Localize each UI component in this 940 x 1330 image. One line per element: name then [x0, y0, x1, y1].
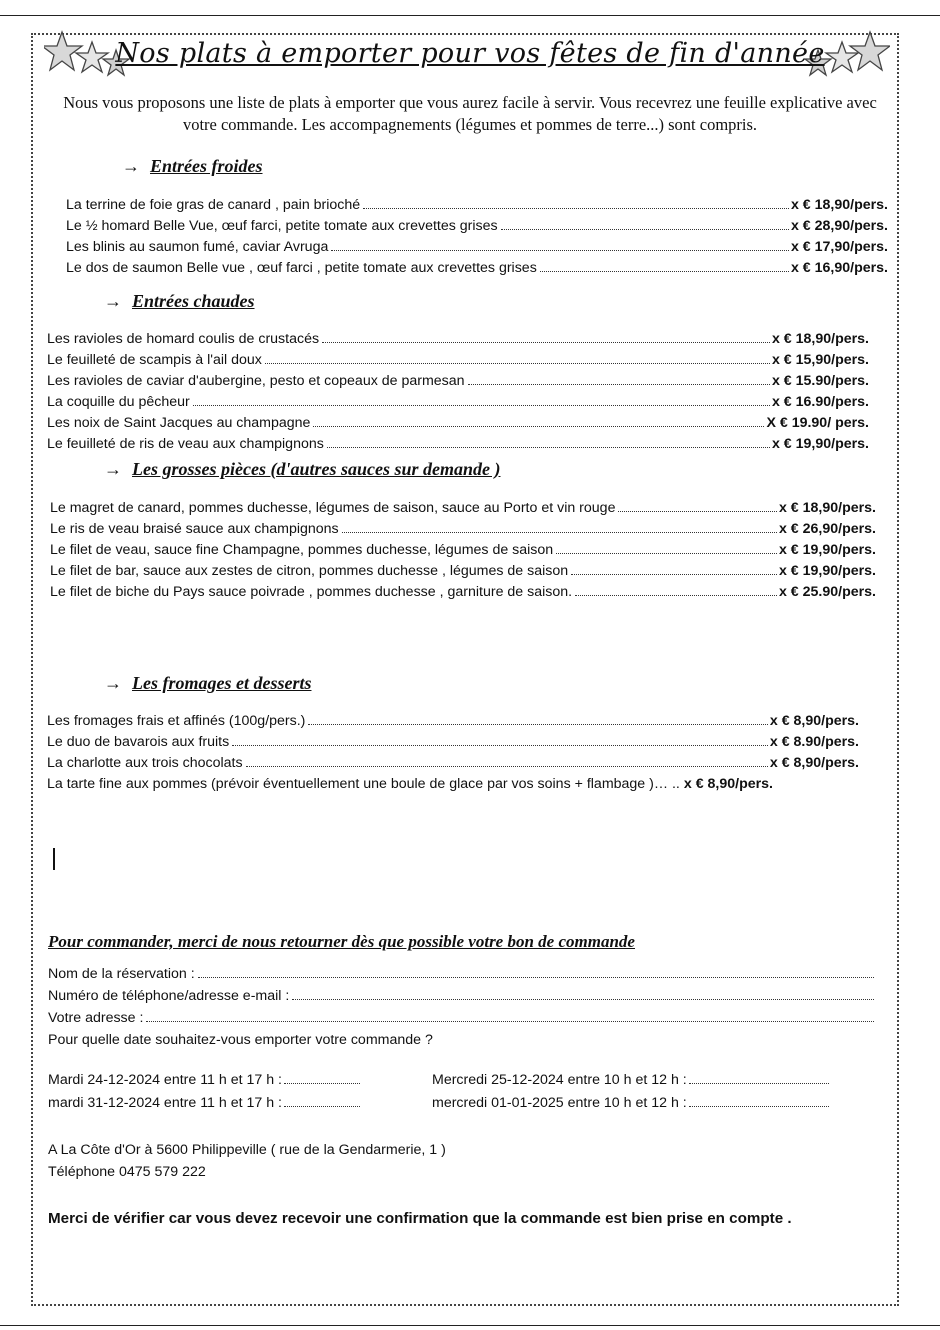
slot-mercredi-01[interactable] — [432, 1095, 829, 1111]
menu-item — [50, 579, 876, 600]
dot-leader — [193, 405, 770, 406]
order-form — [48, 960, 874, 1048]
item-description: Le duo de bavarois aux fruits — [47, 734, 230, 750]
menu-item — [47, 389, 869, 410]
menu-list-fromages-desserts — [47, 708, 859, 792]
arrow-icon: → — [122, 156, 140, 176]
item-description: Les fromages frais et affinés (100g/pers.) — [47, 713, 306, 729]
dot-leader — [265, 363, 770, 364]
item-description: Le filet de bar, sauce aux zestes de citron, pommes duchesse , légumes de saison — [50, 563, 569, 579]
item-price: x € 15.90/pers. — [771, 373, 869, 389]
dot-leader — [322, 342, 770, 343]
confirmation-note: Merci de vérifier car vous devez recevoir une confirmation que la commande est bien prise en compte . — [48, 1210, 792, 1227]
slot-label: Mercredi 25-12-2024 entre 10 h et 12 h : — [432, 1072, 687, 1088]
item-price: x € 19,90/pers. — [778, 563, 876, 579]
item-price: x € 18,90/pers. — [778, 500, 876, 516]
field-blank[interactable] — [146, 1021, 874, 1022]
phone-email-field[interactable] — [48, 982, 874, 1004]
arrow-icon: → — [104, 291, 122, 311]
item-description: Le dos de saumon Belle vue , œuf farci , petite tomate aux crevettes grises — [66, 260, 537, 276]
menu-item — [66, 213, 888, 234]
dot-leader — [540, 271, 789, 272]
section-title: Entrées chaudes — [132, 291, 255, 311]
menu-item — [50, 537, 876, 558]
dot-leader — [342, 532, 777, 533]
item-price: x € 15,90/pers. — [771, 352, 869, 368]
slot-label: mardi 31-12-2024 entre 11 h et 17 h : — [48, 1095, 282, 1111]
dot-leader — [232, 745, 768, 746]
item-price: x € 8,90/pers. — [769, 713, 859, 729]
menu-list-entrees-froides — [66, 192, 888, 276]
item-price: x € 16,90/pers. — [790, 260, 888, 276]
menu-item — [47, 750, 859, 771]
item-description: La tarte fine aux pommes (prévoir éventuellement une boule de glace par vos soins + flambage )… .. — [47, 776, 680, 792]
field-blank[interactable] — [198, 977, 874, 978]
slot-label: Mardi 24-12-2024 entre 11 h et 17 h : — [48, 1072, 282, 1088]
field-blank[interactable] — [292, 999, 874, 1000]
dot-leader — [501, 229, 789, 230]
menu-item — [47, 410, 869, 431]
slot-mardi-31[interactable] — [48, 1095, 360, 1111]
section-title: Les fromages et desserts — [132, 673, 312, 693]
slot-label: mercredi 01-01-2025 entre 10 h et 12 h : — [432, 1095, 687, 1111]
dot-leader — [313, 426, 764, 427]
menu-item — [47, 729, 859, 750]
field-label: Votre adresse : — [48, 1010, 144, 1026]
section-title: Les grosses pièces (d'autres sauces sur demande ) — [132, 459, 501, 479]
item-description: Les ravioles de caviar d'aubergine, pesto et copeaux de parmesan — [47, 373, 465, 389]
section-heading-entrees-froides — [122, 156, 263, 177]
order-section-title: Pour commander, merci de nous retourner dès que possible votre bon de commande — [48, 932, 635, 951]
field-label: Numéro de téléphone/adresse e-mail : — [48, 988, 290, 1004]
section-title: Entrées froides — [150, 156, 263, 176]
item-price: x € 8.90/pers. — [769, 734, 859, 750]
item-description: Le ris de veau braisé sauce aux champignons — [50, 521, 339, 537]
item-price: X € 19.90/ pers. — [766, 415, 869, 431]
slot-blank[interactable] — [284, 1105, 360, 1107]
date-question — [48, 1026, 874, 1048]
date-question-text: Pour quelle date souhaitez-vous emporter votre commande ? — [48, 1032, 433, 1048]
bottom-rule — [0, 1325, 940, 1326]
slot-blank[interactable] — [689, 1082, 829, 1084]
menu-item — [66, 192, 888, 213]
menu-item — [50, 558, 876, 579]
section-heading-fromages-desserts — [104, 673, 311, 694]
slot-mardi-24[interactable] — [48, 1072, 360, 1088]
menu-item — [47, 771, 859, 792]
item-description: Les ravioles de homard coulis de crustacés — [47, 331, 320, 347]
arrow-icon: → — [104, 673, 122, 693]
item-price: x € 17,90/pers. — [790, 239, 888, 255]
item-price: x € 19,90/pers. — [778, 542, 876, 558]
slot-blank[interactable] — [284, 1082, 360, 1084]
menu-item — [47, 326, 869, 347]
dot-leader — [331, 250, 789, 251]
dot-leader — [575, 595, 777, 596]
item-price: x € 8,90/pers. — [769, 755, 859, 771]
item-price: x € 25.90/pers. — [778, 584, 876, 600]
text-cursor — [53, 848, 55, 870]
item-description: La coquille du pêcheur — [47, 394, 190, 410]
page-title: Nos plats à emporter pour vos fêtes de fin d'année — [115, 38, 825, 69]
menu-item — [66, 255, 888, 276]
slot-blank[interactable] — [689, 1105, 829, 1107]
item-description: Le filet de biche du Pays sauce poivrade , pommes duchesse , garniture de saison. — [50, 584, 573, 600]
menu-list-grosses-pieces — [50, 495, 876, 600]
dot-leader — [468, 384, 770, 385]
item-price: x € 18,90/pers. — [771, 331, 869, 347]
intro-paragraph: Nous vous proposons une liste de plats à emporter que vous aurez facile à servir. Vous recevrez une feuille explicative avec votre commande. Les accompagnements (légumes et pommes de terre...) sont compris. — [63, 93, 877, 134]
item-price: x € 28,90/pers. — [790, 218, 888, 234]
dot-leader — [246, 766, 768, 767]
item-price: x € 8,90/pers. — [683, 776, 774, 792]
shop-phone: Téléphone 0475 579 222 — [48, 1164, 206, 1180]
menu-item — [66, 234, 888, 255]
dot-leader — [308, 724, 767, 725]
arrow-icon: → — [104, 459, 122, 479]
dot-leader — [327, 447, 770, 448]
item-price: x € 16.90/pers. — [771, 394, 869, 410]
item-description: Les blinis au saumon fumé, caviar Avruga — [66, 239, 329, 255]
item-description: Le feuilleté de scampis à l'ail doux — [47, 352, 262, 368]
item-price: x € 18,90/pers. — [790, 197, 888, 213]
menu-item — [50, 495, 876, 516]
item-description: Le filet de veau, sauce fine Champagne, pommes duchesse, légumes de saison — [50, 542, 554, 558]
menu-item — [47, 708, 859, 729]
menu-item — [47, 431, 869, 452]
item-description: La charlotte aux trois chocolats — [47, 755, 243, 771]
field-label: Nom de la réservation : — [48, 966, 195, 982]
menu-list-entrees-chaudes — [47, 326, 869, 452]
address-field[interactable] — [48, 1004, 874, 1026]
section-heading-entrees-chaudes — [104, 291, 255, 312]
item-description: La terrine de foie gras de canard , pain brioché — [66, 197, 361, 213]
menu-item — [47, 368, 869, 389]
shop-address: A La Côte d'Or à 5600 Philippeville ( rue de la Gendarmerie, 1 ) — [48, 1142, 446, 1158]
slot-mercredi-25[interactable] — [432, 1072, 829, 1088]
item-description: Le feuilleté de ris de veau aux champignons — [47, 436, 324, 452]
name-field[interactable] — [48, 960, 874, 982]
top-rule — [0, 15, 940, 16]
section-heading-grosses-pieces — [104, 459, 500, 480]
dot-leader — [363, 208, 789, 209]
item-price: x € 19,90/pers. — [771, 436, 869, 452]
dot-leader — [571, 574, 777, 575]
menu-item — [50, 516, 876, 537]
menu-item — [47, 347, 869, 368]
item-description: Le magret de canard, pommes duchesse, légumes de saison, sauce au Porto et vin rouge — [50, 500, 616, 516]
item-description: Le ½ homard Belle Vue, œuf farci, petite tomate aux crevettes grises — [66, 218, 498, 234]
dot-leader — [618, 511, 777, 512]
item-description: Les noix de Saint Jacques au champagne — [47, 415, 311, 431]
dot-leader — [556, 553, 777, 554]
item-price: x € 26,90/pers. — [778, 521, 876, 537]
